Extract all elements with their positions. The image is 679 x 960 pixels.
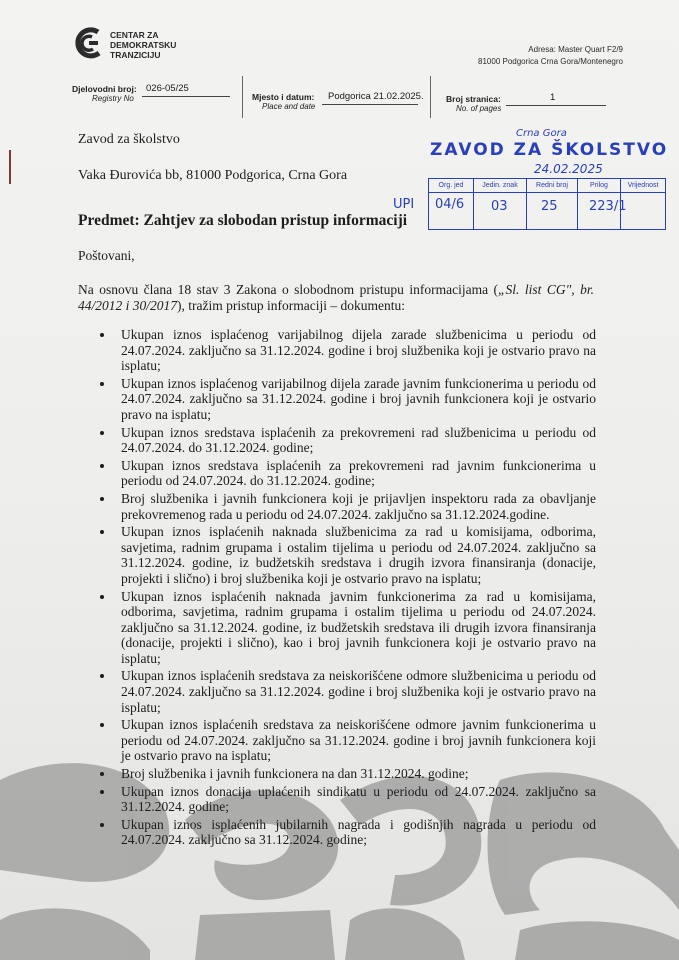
stamp-divider — [473, 192, 474, 229]
bullet — [100, 431, 104, 435]
cdt-logo-icon — [72, 26, 106, 60]
intro-before: Na osnovu člana 18 stav 3 Zakona o slobodnom pristupu informacijama ( — [78, 282, 499, 297]
intro-after: ), tražim pristup informaciji – dokumentu: — [177, 298, 405, 313]
stamp-number-org: 04/6 — [435, 197, 465, 212]
stamp-country: Crna Gora — [516, 128, 567, 139]
list-item: Broj službenika i javnih funkcionera na dan 31.12.2024. godine; — [78, 766, 596, 782]
list-item: Ukupan iznos isplaćenih naknada javnim funkcionerima za rad u komisijama, odborima, savjetima, radnim grupama i ostalim tijelima u periodu od 24.07.2024. zaključno sa 31.12.2024. godine, iz budžetskih sredstava ili drugih izvora finansiranja (donacije, projekti i slično), kao i broj javnih funkcionera koji je ostvario pravo na isplatu; — [78, 589, 596, 667]
list-item: Ukupan iznos isplaćenog varijabilnog dijela zarade službenicima u periodu od 24.07.2024. zaključno sa 31.12.2024. godine i broj službenika koji je ostvario pravo na isplatu; — [78, 327, 596, 374]
list-item: Ukupan iznos isplaćenih sredstava za neiskorišćene odmore službenicima u periodu od 24.07.2024. zaključno sa 31.12.2024. godine i broj službenika koji je ostvario pravo na isplatu; — [78, 668, 596, 715]
registry-sublabel: Registry No — [92, 94, 134, 103]
bullet — [100, 823, 104, 827]
bullet — [100, 464, 104, 468]
address-line-1: Adresa: Master Quart F2/9 — [528, 45, 623, 54]
place-label: Mjesto i datum: — [252, 92, 315, 102]
bullet — [100, 497, 104, 501]
bullet — [100, 790, 104, 794]
stamp-header-row — [429, 179, 665, 193]
intro-law-reference: „Sl. list CG", br. 44/2012 i 30/2017 — [78, 282, 594, 313]
pages-label: Broj stranica: — [446, 94, 501, 104]
letter-subject: Predmet: Zahtjev za slobodan pristup informaciji — [78, 212, 408, 229]
stamp-col-value: Vrijednost — [627, 182, 659, 189]
logo-text — [110, 30, 176, 60]
received-stamp — [393, 124, 669, 230]
registry-value: 026-05/25 — [146, 83, 189, 94]
intro-paragraph — [78, 282, 594, 314]
list-item: Ukupan iznos isplaćenih sredstava za neiskorišćene odmore javnim funkcionerima u periodu od 24.07.2024. zaključno sa 31.12.2024. godine i broj javnih funkcionera koji je ostvario pravo na isplatu; — [78, 717, 596, 764]
stamp-table — [393, 178, 666, 230]
place-date-field — [252, 92, 432, 122]
registry-label: Djelovodni broj: — [72, 84, 137, 94]
bullet — [100, 333, 104, 337]
bullet — [100, 723, 104, 727]
pages-value: 1 — [550, 92, 556, 103]
place-underline — [322, 104, 418, 105]
stamp-number-sign: 03 — [491, 199, 508, 214]
header-divider — [242, 76, 243, 118]
registry-number-field — [72, 84, 242, 114]
bullet — [100, 530, 104, 534]
pages-underline — [506, 105, 606, 106]
address-line-2: 81000 Podgorica Crna Gora/Montenegro — [478, 57, 623, 66]
stamp-institution: ZAVOD ZA ŠKOLSTVO — [430, 140, 669, 160]
recipient-address: Vaka Đurovića bb, 81000 Podgorica, Crna Gora — [78, 168, 348, 183]
list-item: Ukupan iznos donacija uplaćenih sindikatu u periodu od 24.07.2024. zaključno sa 31.12.2024. godine; — [78, 784, 596, 815]
stamp-divider — [577, 192, 578, 229]
bullet — [100, 382, 104, 386]
stamp-divider — [526, 192, 527, 229]
margin-mark — [9, 150, 11, 184]
recipient-name: Zavod za školstvo — [78, 132, 180, 147]
list-item: Ukupan iznos isplaćenih naknada službenicima za rad u komisijama, odborima, savjetima, radnim grupama i ostalim tijelima u periodu od 24.07.2024. zaključno sa 31.12.2024. godine, iz budžetskih sredstava i drugih izvora finansiranja (donacije, projekti i slično) i broj službenika koji je ostvario pravo na isplatu; — [78, 524, 596, 586]
logo-line-1: CENTAR ZA — [110, 30, 159, 40]
place-value: Podgorica 21.02.2025. — [328, 91, 424, 102]
list-item: Broj službenika i javnih funkcionera koji je prijavljen inspektoru rada za obavljanje prekovremenog rada u periodu od 24.07.2024. zaključno sa 31.12.2024.godine. — [78, 491, 596, 522]
sender-address — [478, 44, 623, 68]
stamp-col-sign: Jedin. znak — [474, 179, 527, 192]
logo-line-3: TRANZICIJU — [110, 50, 161, 60]
stamp-date: 24.02.2025 — [534, 162, 603, 176]
pages-field — [446, 94, 616, 124]
logo-line-2: DEMOKRATSKU — [110, 40, 177, 50]
list-item: Ukupan iznos isplaćenih jubilarnih nagrada i godišnjih nagrada u periodu od 24.07.2024. zaključno sa 31.12.2024. godine; — [78, 817, 596, 848]
list-item: Ukupan iznos sredstava isplaćenih za prekovremeni rad službenicima u periodu od 24.07.2024. do 31.12.2024. godine; — [78, 425, 596, 456]
header-divider — [430, 76, 431, 118]
bullet — [100, 595, 104, 599]
list-item: Ukupan iznos sredstava isplaćenih za prekovremeni rad javnim funkcionerima u periodu od 24.07.2024. do 31.12.2024. godine; — [78, 458, 596, 489]
place-sublabel: Place and date — [262, 102, 316, 111]
pages-sublabel: No. of pages — [456, 104, 502, 113]
list-item: Ukupan iznos isplaćenog varijabilnog dijela zarade javnim funkcionerima u periodu od 24.07.2024. zaključno sa 31.12.2024. godine i broj javnih funkcionera koji je ostvario pravo na isplatu; — [78, 376, 596, 423]
stamp-number-serial: 25 — [541, 199, 558, 214]
stamp-col-number: Redni broj — [527, 179, 578, 192]
stamp-col-attachment: Prilog — [578, 179, 621, 192]
organization-logo — [72, 24, 182, 68]
stamp-number-attachment: 223/1 — [589, 199, 627, 214]
bullet — [100, 772, 104, 776]
request-list — [78, 327, 596, 850]
registry-underline — [142, 96, 230, 97]
stamp-number-prefix: UPI — [393, 197, 415, 212]
greeting: Poštovani, — [78, 248, 135, 263]
bullet — [100, 674, 104, 678]
stamp-col-org: Org. jed — [429, 179, 474, 192]
